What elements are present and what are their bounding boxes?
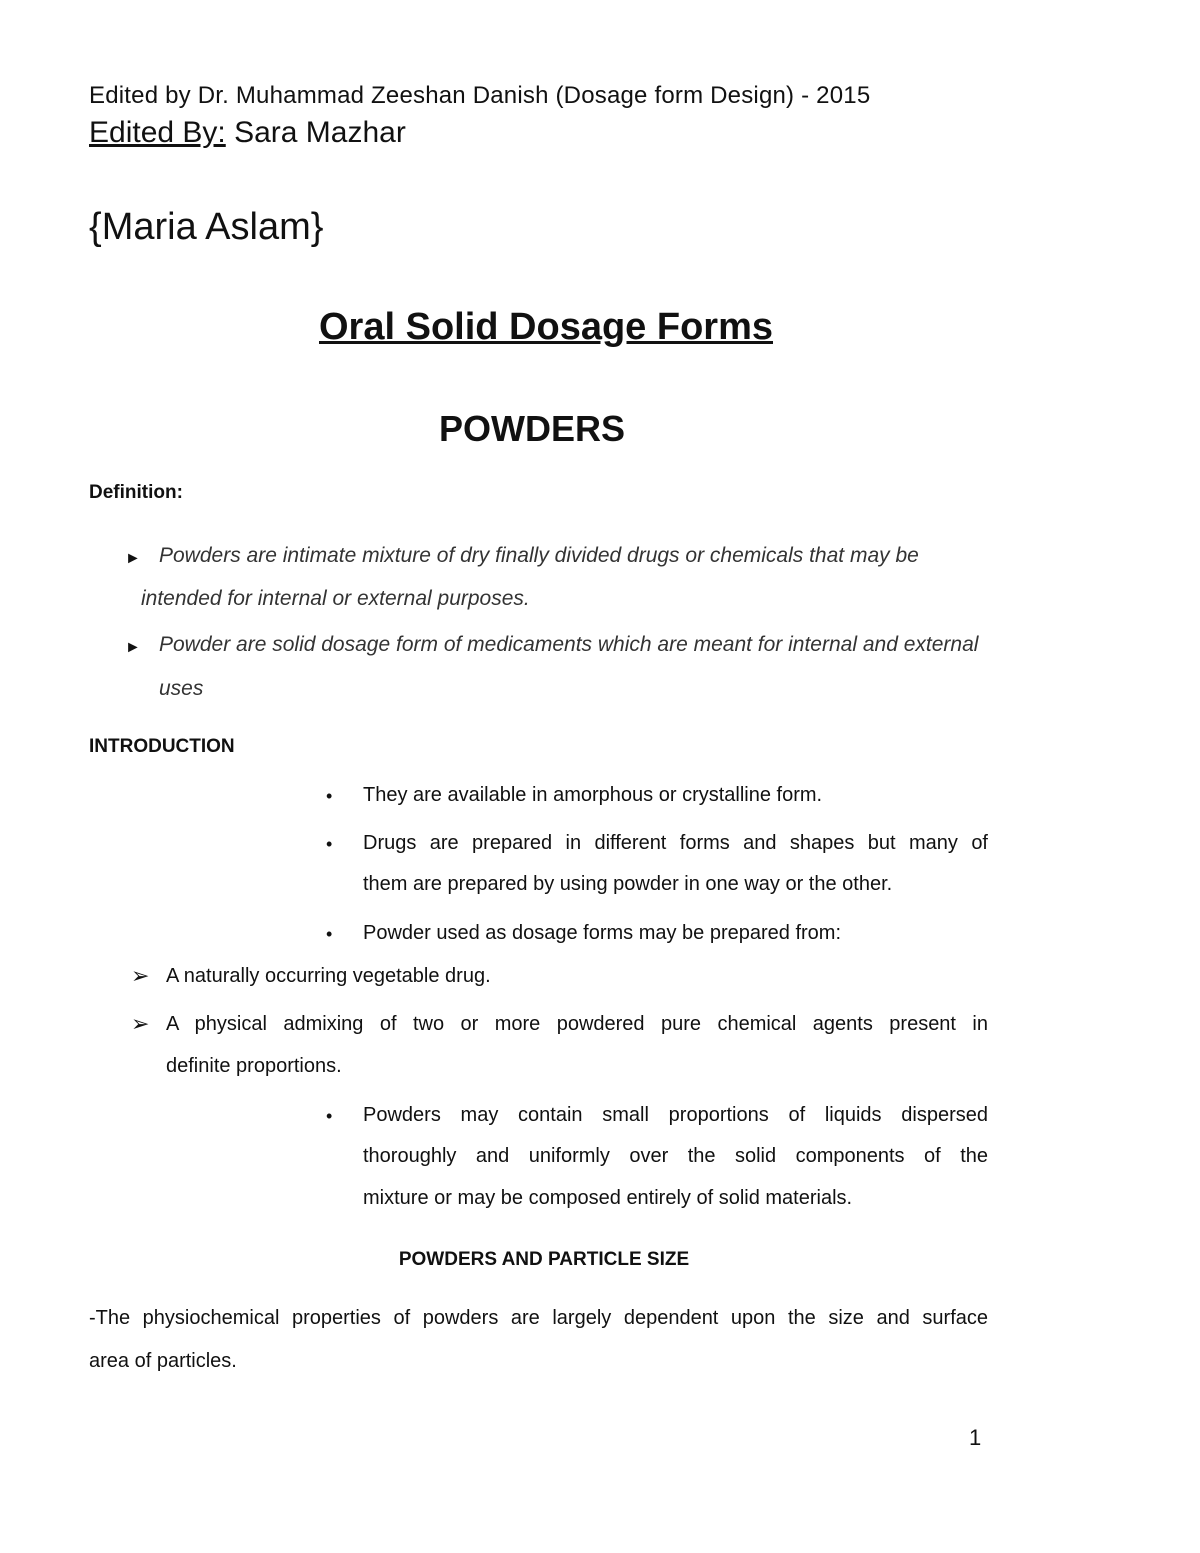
intro-arrow-1: A naturally occurring vegetable drug.	[166, 965, 491, 987]
dot-bullet-icon: •	[326, 1106, 333, 1126]
intro-bullet-2-line-1: Drugs are prepared in different forms and shapes but many of	[363, 832, 988, 854]
particle-size-para-line-1: -The physiochemical properties of powders are largely dependent upon the size and surface	[89, 1307, 988, 1329]
dot-bullet-icon: •	[326, 834, 333, 854]
triangle-bullet-icon: ►	[125, 639, 141, 656]
definition-item-2-line-2: uses	[159, 677, 204, 700]
document-title-text: Oral Solid Dosage Forms	[319, 306, 773, 348]
intro-bullet-4-line-2: thoroughly and uniformly over the solid components of the	[363, 1145, 988, 1167]
page-number: 1	[969, 1425, 982, 1450]
dot-bullet-icon: •	[326, 786, 333, 806]
intro-bullet-4-line-1: Powders may contain small proportions of liquids dispersed	[363, 1104, 988, 1126]
introduction-label: INTRODUCTION	[89, 736, 235, 757]
triangle-bullet-icon: ►	[125, 550, 141, 567]
edited-by-label: Edited By:	[89, 116, 226, 149]
arrow-bullet-icon: ➢	[131, 963, 150, 988]
definition-item-2-line-1: Powder are solid dosage form of medicaments which are meant for internal and external	[159, 633, 979, 656]
definition-item-1-line-2: intended for internal or external purposes.	[141, 587, 530, 610]
document-title	[0, 306, 1092, 349]
section-title: POWDERS	[438, 408, 625, 449]
edited-by-name: Sara Mazhar	[225, 116, 406, 149]
intro-arrow-2-line-2: definite proportions.	[166, 1055, 342, 1077]
definition-item-1-line-1: Powders are intimate mixture of dry finally divided drugs or chemicals that may be	[159, 544, 919, 567]
intro-bullet-1: They are available in amorphous or crystalline form.	[363, 784, 823, 806]
definition-label: Definition:	[89, 482, 183, 503]
intro-bullet-4-line-3: mixture or may be composed entirely of solid materials.	[363, 1187, 853, 1209]
intro-bullet-3: Powder used as dosage forms may be prepared from:	[363, 922, 842, 944]
particle-size-heading: POWDERS AND PARTICLE SIZE	[398, 1249, 690, 1270]
dot-bullet-icon: •	[326, 924, 333, 944]
intro-bullet-2-line-2: them are prepared by using powder in one way or the other.	[363, 873, 893, 895]
author-name: {Maria Aslam}	[89, 206, 324, 248]
edited-by-line	[89, 116, 406, 150]
edited-by-header: Edited by Dr. Muhammad Zeeshan Danish (Dosage form Design) - 2015	[89, 82, 871, 109]
arrow-bullet-icon: ➢	[131, 1011, 150, 1036]
particle-size-para-line-2: area of particles.	[89, 1350, 237, 1372]
intro-arrow-2-line-1: A physical admixing of two or more powdered pure chemical agents present in	[166, 1013, 988, 1035]
